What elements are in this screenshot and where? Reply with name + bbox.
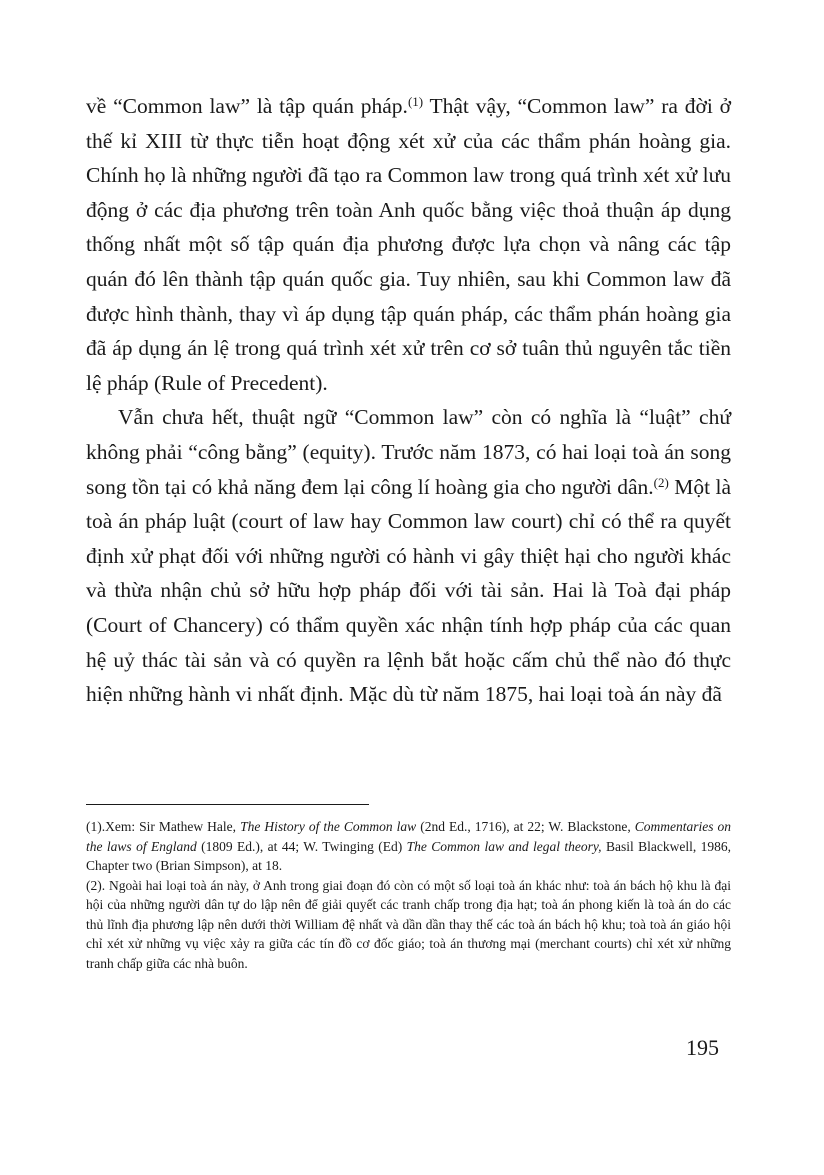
paragraph-2-text-cont: Một là toà án pháp luật (court of law hay Common law court) chỉ có thể ra quyết định xử phạt đối với những người có hành vi gây thiệt hại cho người khác và thừa nhận chủ sở hữu hợp pháp đối với tài sản. Hai là Toà đại pháp (Court of Chancery) có thẩm quyền xác nhận tính hợp pháp của các quan hệ uỷ thác tài sản và có quyền ra lệnh bắt hoặc cấm chủ thể nào đó thực hiện những hành vi nhất định. Mặc dù từ năm 1875, hai loại toà án này đã [86, 474, 731, 707]
footnote-divider [86, 804, 369, 805]
paragraph-1-text-cont: Thật vậy, “Common law” ra đời ở thế kỉ XIII từ thực tiễn hoạt động xét xử của các thẩm phán hoàng gia. Chính họ là những người đã tạo ra Common law trong quá trình xét xử lưu động ở các địa phương trên toàn Anh quốc bằng việc thoả thuận áp dụng thống nhất một số tập quán địa phương được lựa chọn và nâng các tập quán đó lên thành tập quán quốc gia. Tuy nhiên, sau khi Common law đã được hình thành, thay vì áp dụng tập quán pháp, các thẩm phán hoàng gia đã áp dụng án lệ trong quá trình xét xử trên cơ sở tuân thủ nguyên tắc tiền lệ pháp (Rule of Precedent). [86, 94, 731, 395]
footnote-1: (1).Xem: Sir Mathew Hale, The History of the Common law (2nd Ed., 1716), at 22; W. Blackstone, Commentaries on the laws of England (1809 Ed.), at 44; W. Twinging (Ed) The Common law and legal theory, Basil Blackwell, 1986, Chapter two (Brian Simpson), at 18. [86, 819, 731, 873]
citation-title: Commentaries on the laws of England [86, 819, 731, 854]
paragraph-1 [86, 89, 731, 400]
paragraph-1-text: về “Common law” là tập quán pháp. [86, 94, 408, 118]
page-number: 195 [686, 1035, 719, 1060]
footnote-ref-2[interactable]: (2) [653, 474, 669, 490]
footnote-2: (2). Ngoài hai loại toà án này, ở Anh trong giai đoạn đó còn có một số loại toà án khác như: toà án bách hộ khu là đại hội của những người dân tự do lập nên để giải quyết các tranh chấp trong địa hạt; toà án phong kiến là toà án do các thủ lĩnh địa phương lập nên dưới thời William đệ nhất và dần dần thay thế các toà án bách hộ khu; toà toà án giáo hội chỉ xét xử những vụ việc xảy ra giữa các tín đồ cơ đốc giáo; toà án thương mại (merchant courts) chỉ xét xử những tranh chấp giữa các nhà buôn. [86, 877, 731, 971]
paragraph-2-text: Vẫn chưa hết, thuật ngữ “Common law” còn có nghĩa là “luật” chứ không phải “công bằng” (equity). Trước năm 1873, có hai loại toà án song song tồn tại có khả năng đem lại công lí hoàng gia cho người dân. [86, 405, 731, 499]
main-text [86, 89, 731, 712]
citation-title: The Common law and legal theory, [406, 838, 602, 854]
citation-title: The History of the Common law [240, 819, 417, 834]
footnotes [86, 817, 731, 973]
footnote-ref-1[interactable]: (1) [407, 94, 424, 109]
paragraph-2 [86, 400, 731, 711]
